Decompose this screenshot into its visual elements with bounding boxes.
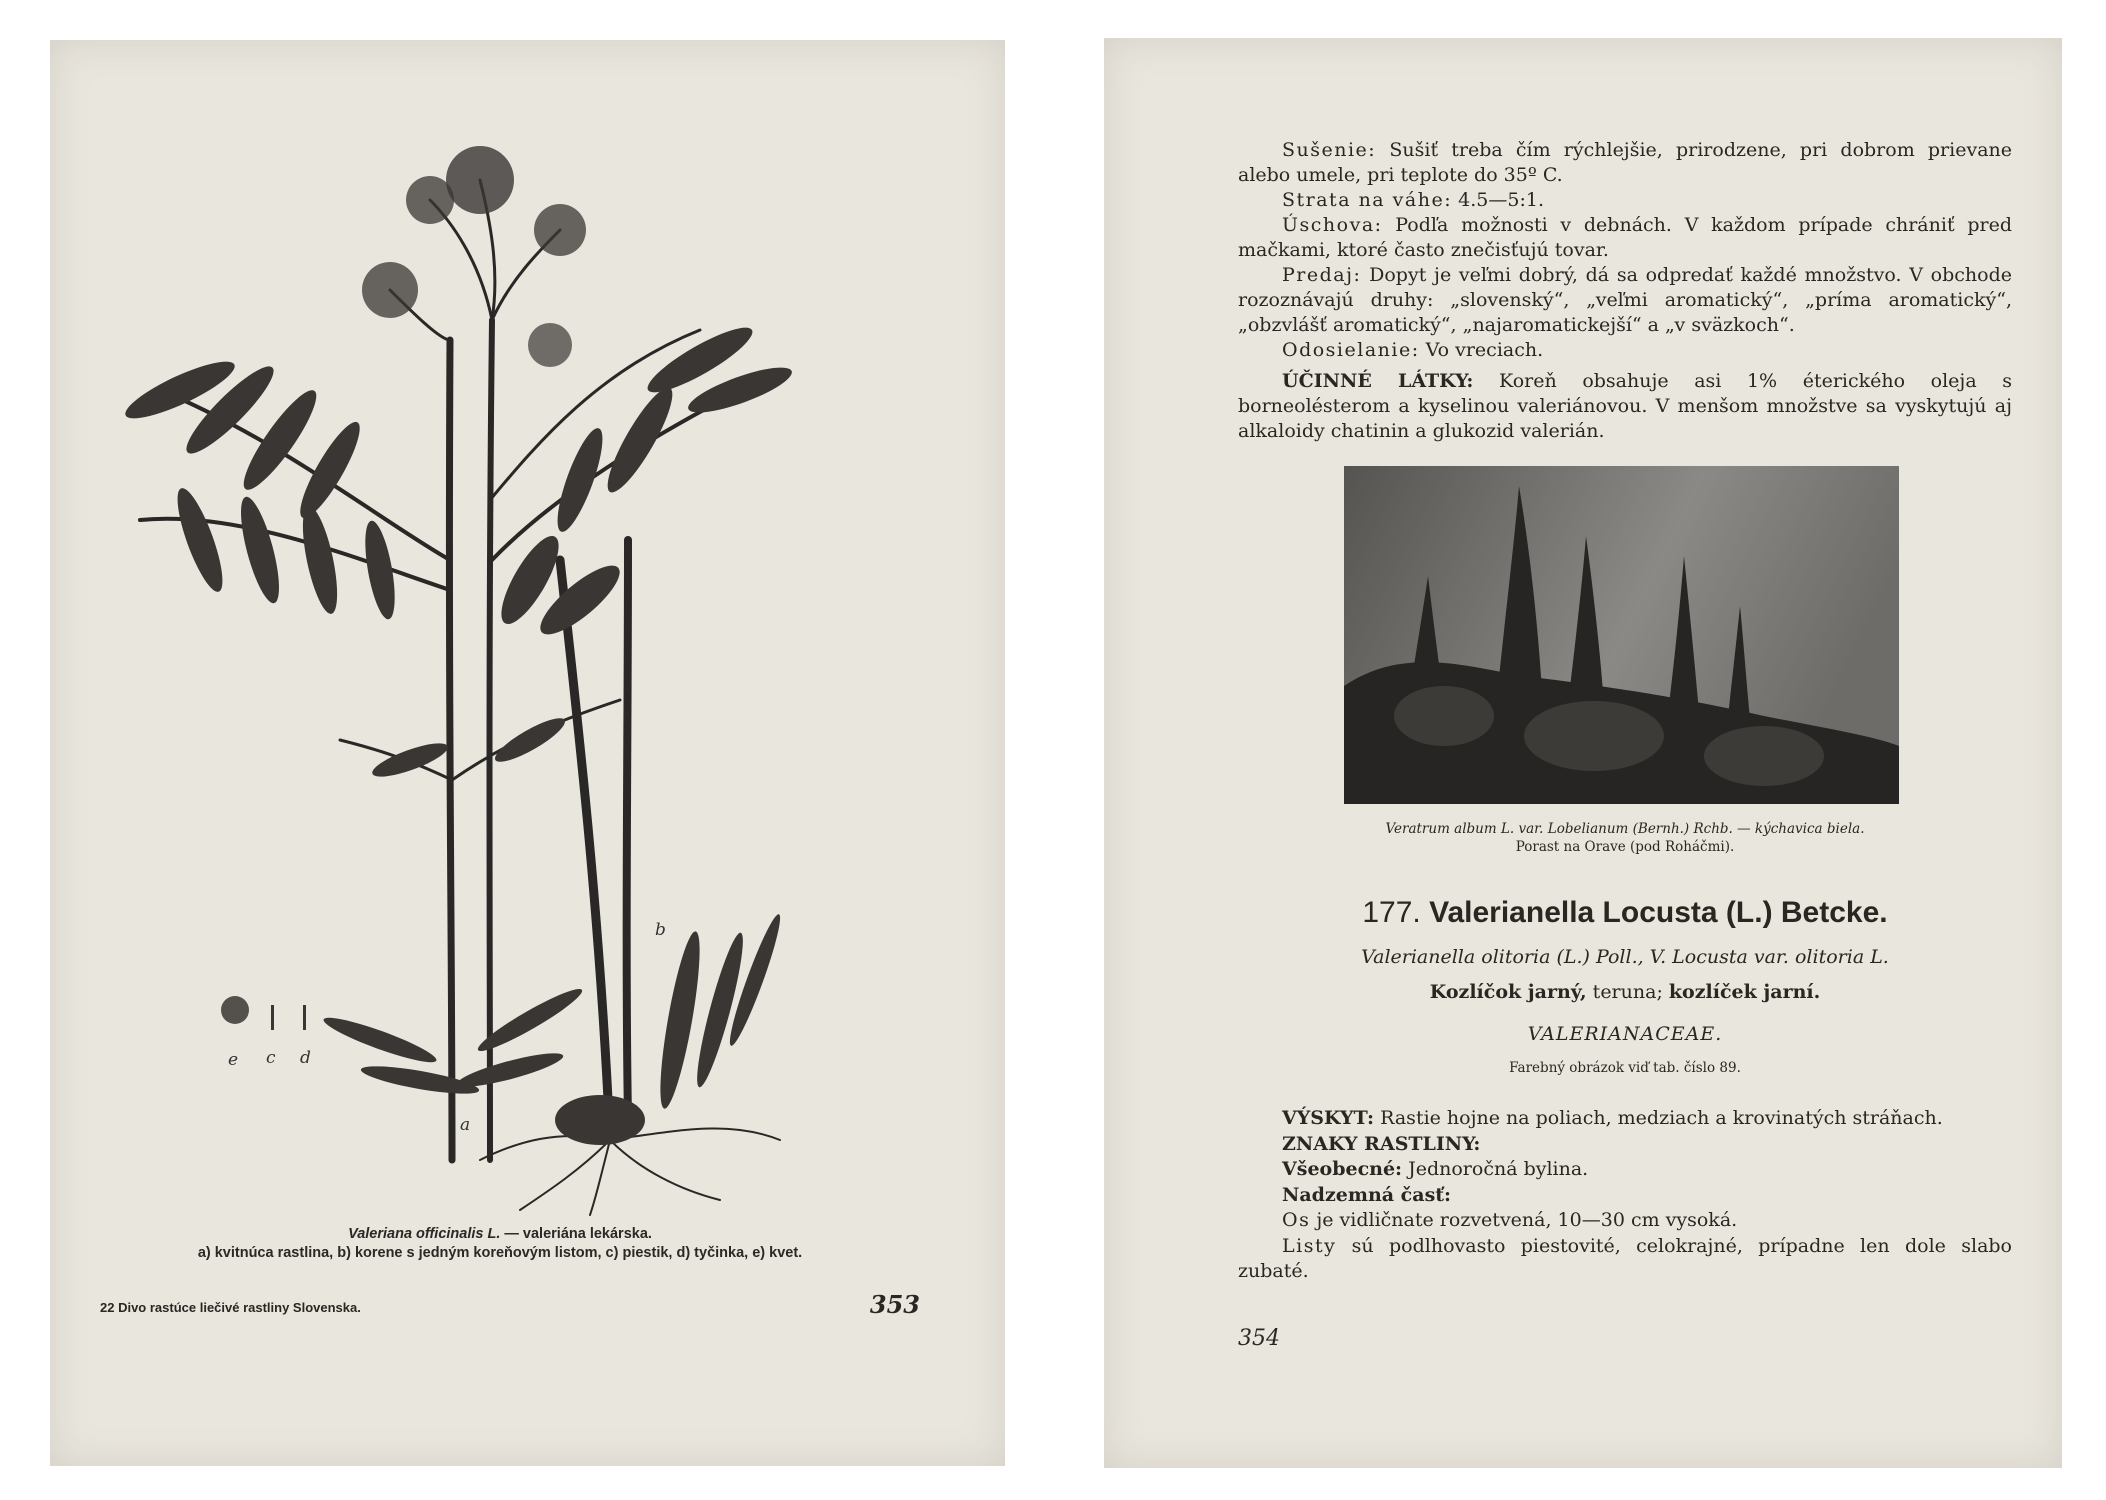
right-page <box>1104 38 2062 1468</box>
predaj-label: Predaj: <box>1282 264 1362 286</box>
susenie-text: Sušiť treba čím rýchlejšie, prirodzene, pri dobrom prievane alebo umele, pri teplote do 35º C. <box>1238 139 2012 186</box>
photo-caption-line-2: Porast na Orave (pod Roháčmi). <box>1515 839 1735 855</box>
os-text: je vidličnate rozvetvená, 10—30 cm vysoká. <box>1310 1209 1738 1231</box>
caption-title-rest: — valeriána lekárska. <box>500 1226 652 1242</box>
odosielanie-paragraph <box>1238 338 2012 363</box>
susenie-paragraph <box>1238 138 2012 188</box>
species-synonyms: Valerianella olitoria (L.) Poll., V. Locusta var. olitoria L. <box>1361 946 1889 968</box>
page-number-354: 354 <box>1238 1326 1280 1351</box>
common-name-1: Kozlíčok jarný, <box>1429 981 1587 1003</box>
listy-label: Listy <box>1282 1234 1337 1257</box>
os-paragraph <box>1238 1208 2012 1234</box>
left-page-footer <box>100 1290 920 1330</box>
nadzemna-heading: Nadzemná časť: <box>1282 1183 1452 1206</box>
strata-text: 4.5—5:1. <box>1452 189 1544 211</box>
detail-label-c: c <box>266 1048 276 1068</box>
strata-label: Strata na váhe: <box>1282 189 1453 211</box>
vseobecne-label: Všeobecné: <box>1282 1158 1403 1180</box>
figure-label-b: b <box>655 920 666 940</box>
znaky-heading: ZNAKY RASTLINY: <box>1282 1132 1481 1155</box>
common-names <box>1238 981 2012 1003</box>
family-name: VALERIANACEAE. <box>1527 1023 1723 1045</box>
ucinne-label: ÚČINNÉ LÁTKY: <box>1282 370 1474 392</box>
uschova-paragraph <box>1238 213 2012 263</box>
os-label: Os <box>1282 1209 1311 1231</box>
ucinne-text: Koreň obsahuje asi 1% éterického oleja s borneolésterom a kyselinou valeriánovou. V menšom množstve sa vyskytujú aj alkaloidy chatinin a glukozid valerián. <box>1238 370 2012 442</box>
species-description <box>1238 1106 2012 1285</box>
vseobecne-text: Jednoročná bylina. <box>1402 1158 1589 1180</box>
odosielanie-label: Odosielanie: <box>1282 339 1420 361</box>
veratrum-photo <box>1344 466 1899 804</box>
strata-paragraph <box>1238 188 2012 213</box>
listy-paragraph <box>1238 1234 2012 1285</box>
listy-text: sú podlhovasto piestovité, celokrajné, prípadne len dole slabo zubaté. <box>1238 1234 2012 1282</box>
drying-storage-section <box>1238 138 2012 444</box>
uschova-text: Podľa možnosti v debnách. V každom prípade chrániť pred mačkami, ktoré často znečisťujú tovar. <box>1238 214 2012 261</box>
figure-label-a: a <box>460 1115 471 1135</box>
plate-caption <box>90 1225 910 1263</box>
caption-body: a) kvitnúca rastlina, b) korene s jedným koreňovým listom, c) piestik, d) tyčinka, e) kvet. <box>197 1245 803 1261</box>
caption-title: Valeriana officinalis L. <box>348 1226 501 1242</box>
common-name-2: teruna; <box>1586 981 1669 1003</box>
vyskyt-label: VÝSKYT: <box>1282 1107 1375 1129</box>
ucinne-paragraph <box>1238 369 2012 444</box>
photo-caption <box>1238 820 2012 856</box>
susenie-label: Sušenie: <box>1282 139 1377 161</box>
photo-caption-line-1: Veratrum album L. var. Lobelianum (Bernh.) Rchb. — kýchavica biela. <box>1385 821 1865 837</box>
species-number: 177. <box>1362 896 1421 929</box>
predaj-paragraph <box>1238 263 2012 338</box>
uschova-label: Úschova: <box>1282 214 1383 236</box>
page-number-353: 353 <box>869 1290 920 1319</box>
odosielanie-text: Vo vreciach. <box>1419 339 1544 361</box>
plate-reference: Farebný obrázok viď tab. číslo 89. <box>1509 1060 1741 1076</box>
vyskyt-paragraph <box>1238 1106 2012 1132</box>
species-heading <box>1238 896 2012 930</box>
left-page <box>50 40 1005 1466</box>
predaj-text: Dopyt je veľmi dobrý, dá sa odpredať každé množstvo. V obchode rozoznávajú druhy: „slovenský“, „veľmi aromatický“, „príma aromatický“, „obzvlášť aromatický“, „najaromatickejší“ a „v sväzkoch“. <box>1238 264 2012 336</box>
detail-label-e: e <box>228 1050 239 1070</box>
book-title-footer: 22 Divo rastúce liečivé rastliny Slovenska. <box>100 1300 361 1315</box>
vseobecne-paragraph <box>1238 1157 2012 1183</box>
vyskyt-text: Rastie hojne na poliach, medziach a krovinatých stráňach. <box>1374 1107 1943 1129</box>
species-name: Valerianella Locusta (L.) Betcke. <box>1429 896 1888 929</box>
valerian-plant-illustration <box>80 140 920 1220</box>
detail-label-d: d <box>300 1048 311 1068</box>
common-name-3: kozlíček jarní. <box>1668 981 1821 1003</box>
